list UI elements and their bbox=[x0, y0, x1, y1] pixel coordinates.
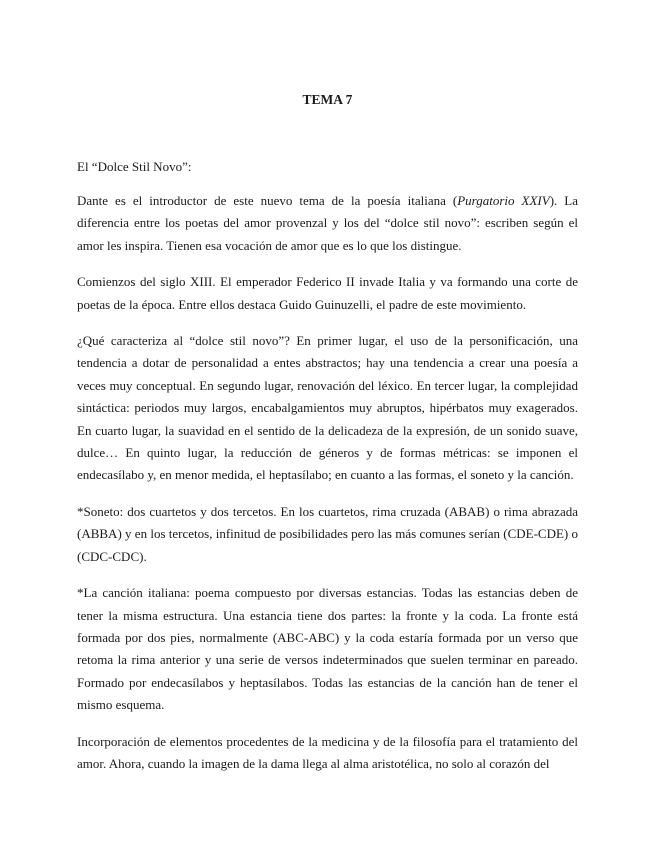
paragraph-cancion: *La canción italiana: poema compuesto por diversas estancias. Todas las estancias deben de tener la misma estructura. Una estancia tiene dos partes: la fronte y la coda. La fronte está formada por dos pies, normalmente (ABC-ABC) y la coda estaría formada por un verso que retoma la rima anterior y una serie de versos indeterminados que suelen terminar en pareado. Formado por endecasílabos y heptasílabos. Todas las estancias de la canción han de tener el mismo esquema. bbox=[77, 585, 578, 713]
purgatorio-reference: Purgatorio XXIV bbox=[457, 193, 550, 208]
paragraph-medicina-filosofia: Incorporación de elementos procedentes de la medicina y de la filosofía para el tratamiento del amor. Ahora, cuando la imagen de la dama llega al alma aristotélica, no solo al corazón del bbox=[77, 733, 578, 771]
paragraph-origins: Comienzos del siglo XIII. El emperador Federico II invade Italia y va formando una corte de poetas de la época. Entre ellos destaca Guido Guinuzelli, el padre de este movimiento. bbox=[77, 274, 578, 312]
paragraph-characteristics: ¿Qué caracteriza al “dolce stil novo”? En primer lugar, el uso de la personificación, una tendencia a dotar de personalidad a entes abstractos; hay una tendencia a crear una poesía a veces muy conceptual. En segundo lugar, renovación del léxico. En tercer lugar, la complejidad sintáctica: periodos muy largos, encabalgamientos muy abruptos, hipérbatos muy exagerados. En cuarto lugar, la suavidad en el sentido de la delicadeza de la expresión, de un sonido suave, dulce… En quinto lugar, la reducción de géneros y de formas métricas: se imponen el endecasílabo y, en menor medida, el heptasílabo; en cuanto a las formas, el soneto y la canción. bbox=[77, 333, 578, 483]
section-heading: El “Dolce Stil Novo”: bbox=[77, 159, 192, 174]
paragraph-intro bbox=[77, 190, 578, 257]
document-title: TEMA 7 bbox=[302, 92, 353, 107]
paragraph-soneto: *Soneto: dos cuartetos y dos tercetos. En los cuartetos, rima cruzada (ABAB) o rima abrazada (ABBA) y en los tercetos, infinitud de posibilidades pero las más comunes serían (CDE-CDE) o (CDC-CDC). bbox=[77, 503, 578, 564]
paragraph-intro-text-end: ). La diferencia entre los poetas del amor provenzal y los del “dolce stil novo”: escriben según el amor les inspira. Tienen esa vocación de amor que es lo que los distingue. bbox=[77, 193, 579, 253]
paragraph-intro-text-start: Dante es el introductor de este nuevo tema de la poesía italiana ( bbox=[77, 193, 458, 208]
document-body bbox=[77, 90, 578, 775]
